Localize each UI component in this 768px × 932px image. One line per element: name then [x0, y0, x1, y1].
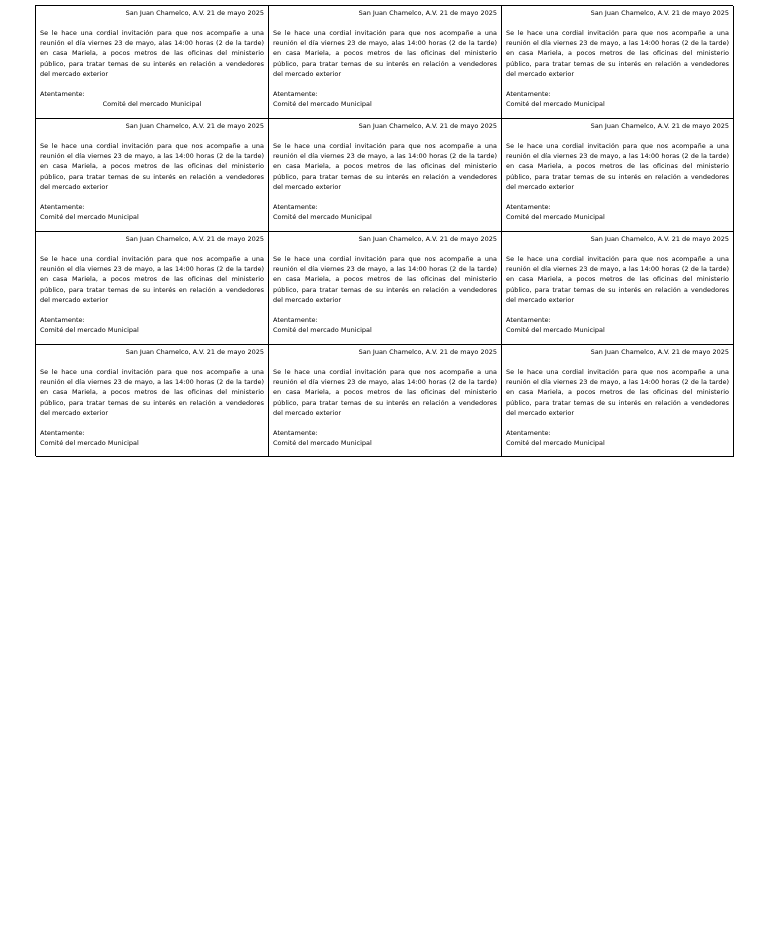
card-signature: Comité del mercado Municipal	[273, 213, 372, 222]
card-body: Se le hace una cordial invitación para que nos acompañe a una reunión el día viernes 23 de mayo, alas 14:00 horas (2 de la tarde) en casa Mariela, a pocos metros de las oficinas del ministerio público, para tratar temas de su interés en relación a vendedores del mercado exterior	[40, 29, 264, 78]
card-date: San Juan Chamelco, A.V. 21 de mayo 2025	[590, 9, 729, 17]
card-body: Se le hace una cordial invitación para que nos acompañe a una reunión el día viernes 23 de mayo, a las 14:00 horas (2 de la tarde) en casa Mariela, a pocos metros de las oficinas del ministerio público, para tratar temas de su interés en relación a vendedores del mercado exterior	[40, 142, 264, 191]
card-body: Se le hace una cordial invitación para que nos acompañe a una reunión el día viernes 23 de mayo, a las 14:00 horas (2 de la tarde) en casa Mariela, a pocos metros de las oficinas del ministerio público, para tratar temas de su interés en relación a vendedores del mercado exterior	[506, 29, 729, 78]
card-body: Se le hace una cordial invitación para que nos acompañe a una reunión el día viernes 23 de mayo, a las 14:00 horas (2 de la tarde) en casa Mariela, a pocos metros de las oficinas del ministerio público, para tratar temas de su interés en relación a vendedores del mercado exterior	[506, 142, 729, 191]
card-closing: Atentamente:	[506, 429, 551, 438]
invitation-card	[36, 232, 269, 345]
card-body: Se le hace una cordial invitación para que nos acompañe a una reunión el día viernes 23 de mayo, a las 14:00 horas (2 de la tarde) en casa Mariela, a pocos metros de las oficinas del ministerio público, para tratar temas de su interés en relación a vendedores del mercado exterior	[40, 368, 264, 417]
card-body: Se le hace una cordial invitación para que nos acompañe a una reunión el día viernes 23 de mayo, a las 14:00 horas (2 de la tarde) en casa Mariela, a pocos metros de las oficinas del ministerio público, para tratar temas de su interés en relación a vendedores del mercado exterior	[506, 255, 729, 304]
card-date: San Juan Chamelco, A.V. 21 de mayo 2025	[358, 9, 497, 17]
card-date: San Juan Chamelco, A.V. 21 de mayo 2025	[590, 235, 729, 243]
card-signature: Comité del mercado Municipal	[273, 100, 372, 109]
invitation-grid	[35, 5, 733, 456]
card-closing: Atentamente:	[273, 90, 318, 99]
card-date: San Juan Chamelco, A.V. 21 de mayo 2025	[125, 122, 264, 130]
invitation-card	[269, 232, 502, 345]
card-signature: Comité del mercado Municipal	[506, 100, 605, 109]
invitation-card	[502, 345, 734, 457]
invitation-card	[502, 232, 734, 345]
card-date: San Juan Chamelco, A.V. 21 de mayo 2025	[125, 235, 264, 243]
card-body: Se le hace una cordial invitación para que nos acompañe a una reunión el día viernes 23 de mayo, alas 14:00 horas (2 de la tarde) en casa Mariela, a pocos metros de las oficinas del ministerio público, para tratar temas de su interés en relación a vendedores del mercado exterior	[273, 29, 497, 78]
card-date: San Juan Chamelco, A.V. 21 de mayo 2025	[358, 235, 497, 243]
invitation-card	[502, 119, 734, 232]
card-signature: Comité del mercado Municipal	[506, 326, 605, 335]
card-date: San Juan Chamelco, A.V. 21 de mayo 2025	[358, 122, 497, 130]
invitation-card	[36, 119, 269, 232]
invitation-card	[36, 345, 269, 457]
card-date: San Juan Chamelco, A.V. 21 de mayo 2025	[590, 122, 729, 130]
card-signature: Comité del mercado Municipal	[273, 326, 372, 335]
invitation-card	[269, 6, 502, 119]
card-closing: Atentamente:	[40, 316, 85, 325]
card-signature: Comité del mercado Municipal	[40, 213, 139, 222]
card-body: Se le hace una cordial invitación para que nos acompañe a una reunión el día viernes 23 de mayo, a las 14:00 horas (2 de la tarde) en casa Mariela, a pocos metros de las oficinas del ministerio público, para tratar temas de su interés en relación a vendedores del mercado exterior	[273, 142, 497, 191]
card-signature: Comité del mercado Municipal	[40, 326, 139, 335]
card-body: Se le hace una cordial invitación para que nos acompañe a una reunión el día viernes 23 de mayo, a las 14:00 horas (2 de la tarde) en casa Mariela, a pocos metros de las oficinas del ministerio público, para tratar temas de su interés en relación a vendedores del mercado exterior	[506, 368, 729, 417]
invitation-card	[36, 6, 269, 119]
card-signature: Comité del mercado Municipal	[273, 439, 372, 448]
card-closing: Atentamente:	[40, 90, 85, 99]
card-date: San Juan Chamelco, A.V. 21 de mayo 2025	[125, 9, 264, 17]
card-signature: Comité del mercado Municipal	[102, 100, 202, 109]
card-closing: Atentamente:	[273, 429, 318, 438]
card-closing: Atentamente:	[40, 203, 85, 212]
card-closing: Atentamente:	[40, 429, 85, 438]
card-closing: Atentamente:	[273, 316, 318, 325]
card-closing: Atentamente:	[506, 203, 551, 212]
card-closing: Atentamente:	[506, 90, 551, 99]
card-signature: Comité del mercado Municipal	[506, 213, 605, 222]
card-date: San Juan Chamelco, A.V. 21 de mayo 2025	[590, 348, 729, 356]
card-closing: Atentamente:	[506, 316, 551, 325]
invitation-card	[269, 119, 502, 232]
invitation-card	[502, 6, 734, 119]
card-date: San Juan Chamelco, A.V. 21 de mayo 2025	[125, 348, 264, 356]
card-body: Se le hace una cordial invitación para que nos acompañe a una reunión el día viernes 23 de mayo, alas 14:00 horas (2 de la tarde) en casa Mariela, a pocos metros de las oficinas del ministerio público, para tratar temas de su interés en relación a vendedores del mercado exterior	[273, 368, 497, 417]
card-signature: Comité del mercado Municipal	[40, 439, 139, 448]
invitation-card	[269, 345, 502, 457]
card-date: San Juan Chamelco, A.V. 21 de mayo 2025	[358, 348, 497, 356]
card-closing: Atentamente:	[273, 203, 318, 212]
card-body: Se le hace una cordial invitación para que nos acompañe a una reunión el día viernes 23 de mayo, a las 14:00 horas (2 de la tarde) en casa Mariela, a pocos metros de las oficinas del ministerio público, para tratar temas de su interés en relación a vendedores del mercado exterior	[273, 255, 497, 304]
card-signature: Comité del mercado Municipal	[506, 439, 605, 448]
card-body: Se le hace una cordial invitación para que nos acompañe a una reunión el día viernes 23 de mayo, a las 14:00 horas (2 de la tarde) en casa Mariela, a pocos metros de las oficinas del ministerio público, para tratar temas de su interés en relación a vendedores del mercado exterior	[40, 255, 264, 304]
